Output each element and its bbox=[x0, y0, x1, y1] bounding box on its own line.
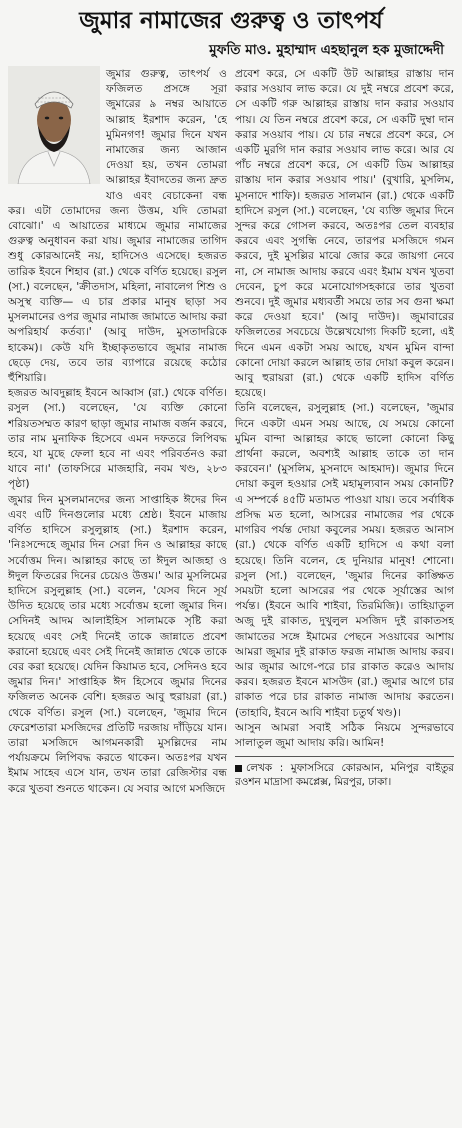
square-bullet-icon bbox=[235, 765, 242, 772]
column-left bbox=[8, 66, 227, 1074]
author-note-text: লেখক : মুফাসসিরে কোরআন, মনিপুর বাইতুর রওশন মাদ্রাসা কমপ্লেক্স, মিরপুর, ঢাকা। bbox=[235, 762, 454, 789]
paragraph-intro: জুমার গুরুত্ব, তাৎপর্য ও ফজিলত প্রসঙ্গে সূরা জুমারের ৯ নম্বর আয়াতে আল্লাহ ইরশাদ করেন, 'হে মুমিনগণ! জুমার দিনে যখন নামাজের জন্য আজান দেওয়া হয়, তখন তোমরা আল্লাহর ইবাদতের জন্য দ্রুত যাও এবং বেচাকেনা বন্ধ কর। এটা তোমাদের জন্য উত্তম, যদি তোমরা বোঝো।' এ আয়াতের মাধ্যমে জুমার নামাজের গুরুত্ব অনুধাবন করা যায়। জুমার নামাজের তাগিদ শুধু কোরআনেই নয়, হাদিসেও এসেছে। হজরত তারিক ইবনে শিহাব (রা.) থেকে বর্ণিত হয়েছে। রসুল (সা.) বলেছেন, 'ক্রীতদাস, মহিলা, নাবালেগ শিশু ও অসুস্থ ব্যক্তি— এ চার প্রকার মানুষ ছাড়া সব মুসলমানের ওপর জুমার নামাজ জামাতে আদায় করা অপরিহার্য কর্তব্য।' (আবু দাউদ, মুসতাদরিকে হাকেম)। কেউ যদি ইচ্ছাকৃতভাবে জুমার নামাজ ছেড়ে দেয়, তবে তার ব্যাপারে রয়েছে কঠোর হুঁশিয়ারি। bbox=[8, 67, 227, 385]
author-photo bbox=[8, 66, 100, 184]
paragraph-reward: প্রবেশ করে, সে একটি উট আল্লাহর রাস্তায় দান করার সওয়াব লাভ করে। যে দুই নম্বরে প্রবেশ করে, সে একটি গরু আল্লাহর রাস্তায় দান করার সওয়াব পায়। যে তিন নম্বরে প্রবেশ করে, সে একটি দুম্বা দান করার সওয়াব পায়। যে চার নম্বরে প্রবেশ করে, সে একটি মুরগি দান করার সওয়াব লাভ করে। আর যে পাঁচ নম্বরে প্রবেশ করে, সে একটি ডিম আল্লাহর রাস্তায় দান করার সওয়াব পায়।' (বুখারি, মুসলিম, মুসনাদে শাফি)। হজরত সালমান (রা.) থেকে একটি হাদিসে রসুল (সা.) বলেছেন, 'যে ব্যক্তি জুমার দিনে সুন্দর করে গোসল করবে, অতঃপর তেল ব্যবহার করবে এবং সুগন্ধি নেবে, তারপর মসজিদে গমন করবে, দুই মুসল্লির মাঝে জোর করে জায়গা নেবে না, সে নামাজ আদায় করবে এবং ইমাম যখন খুতবা দেবেন, চুপ করে মনোযোগসহকারে তার খুতবা শুনবে। দুই জুমার মধ্যবর্তী সময়ে তার সব গুনা ক্ষমা করে দেওয়া হবে।' (আবু দাউদ)। জুমাবারের ফজিলতের সবচেয়ে উল্লেখযোগ্য দিকটি হলো, এই দিনে এমন একটা সময় আছে, যখন মুমিন বান্দা কোনো দোয়া করলে আল্লাহ তার দোয়া কবুল করেন। আবু হুরায়রা (রা.) থেকে একটি হাদিস বর্ণিত হয়েছে। bbox=[235, 67, 454, 400]
author-byline: মুফতি মাও. মুহাম্মাদ এহছানুল হক মুজাদ্দেদী bbox=[209, 42, 444, 58]
column-right bbox=[235, 66, 454, 1074]
paragraph-conclusion: আসুন আমরা সবাই সঠিক নিয়মে সুন্দরভাবে সালাতুল জুমা আদায় করি। আমিন! bbox=[235, 720, 454, 749]
paragraph-hadith-abbas: হজরত আবদুল্লাহ ইবনে আব্বাস (রা.) থেকে বর্ণিত। রসুল (সা.) বলেছেন, 'যে ব্যক্তি কোনো শরিয়তসম্মত কারণ ছাড়া জুমার নামাজ বর্জন করবে, তার নাম মুনাফিক হিসেবে এমন দফতরে লিপিবদ্ধ হবে, যা মুছে ফেলা হবে না এবং পরিবর্তনও করা যাবে না।' (তাফসিরে মাজহারি, নবম খণ্ড, ২৮৩ পৃষ্ঠা) bbox=[8, 386, 227, 491]
paragraph-dua-time: তিনি বলেছেন, রসুলুল্লাহ (সা.) বলেছেন, 'জুমার দিনে একটা এমন সময় আছে, যে সময়ে কোনো মুমিন বান্দা আল্লাহর কাছে ভালো কোনো কিছু প্রার্থনা করলে, অবশ্যই আল্লাহ তাকে তা দান করবেন।' (মুসলিম, মুসনাদে আহমাদ)। জুমার দিনে দোয়া কবুল হওয়ার সেই মহামূল্যবান সময় কোনটি? এ সম্পর্কে ৪৫টি মতামত পাওয়া যায়। তবে সর্বাধিক প্রসিদ্ধ মত হলো, আসরের নামাজের পর থেকে মাগরিব পর্যন্ত দোয়া কবুলের সময়। হজরত আনাস (রা.) থেকে বর্ণিত একটি হাদিসে এ কথা বলা হয়েছে। তিনি বলেন, হে দুনিয়ার মানুষ! শোনো। রসুল (সা.) বলেছেন, 'জুমার দিনের কাঙ্ক্ষিত সময়টা হলো আসরের পর থেকে সূর্যাস্তের আগ পর্যন্ত। (ইবনে আবি শাইবা, তিরমিজি)। তাহিয়াতুল অজু দুই রাকাত, দুখুলুল মসজিদ দুই রাকাতসহ জামাতের সঙ্গে ইমামের পেছনে সওয়াবের আশায় আমরা জুমার দুই রাকাত ফরজ নামাজ আদায় করব। আর জুমার আগে-পরে চার রাকাত করেও আদায় করব। হজরত ইবনে মাসউদ (রা.) জুমার আগে চার রাকাত পরে চার রাকাত নামাজ আদায় করতেন। (তাহাবি, ইবনে আবি শাইবা চতুর্থ খণ্ড)। bbox=[235, 401, 454, 719]
author-note bbox=[235, 756, 454, 789]
paragraph-weekly-eid: জুমার দিন মুসলমানদের জন্য সাপ্তাহিক ঈদের দিন এবং এটি দিনগুলোর মধ্যে শ্রেষ্ঠ। ইবনে মাজায় বর্ণিত হাদিসে রসুলুল্লাহ (সা.) ইরশাদ করেন, 'নিঃসন্দেহে জুমার দিন সেরা দিন ও আল্লাহর কাছে সর্বোত্তম দিন। আল্লাহর কাছে তা ঈদুল আজহা ও ঈদুল ফিতরের দিনের চেয়েও উত্তম।' আর মুসলিমের হাদিসে রসুলুল্লাহ (সা.) বলেন, 'যেসব দিনে সূর্য উদিত হয়েছে তার মধ্যে সর্বোত্তম হলো জুমার দিন। সেদিনই আদম আলাইহিস সালামকে সৃষ্টি করা হয়েছে এবং সেই দিনেই তাকে জান্নাতে প্রবেশ করানো হয়েছে এবং সেই দিনেই জান্নাত থেকে তাকে বের করা হয়েছে। যেদিন কিয়ামত হবে, সেদিনও হবে জুমার দিন।' সাপ্তাহিক ঈদ হিসেবে জুমার দিনের ফজিলত অনেক বেশি। হজরত আবু হুরায়রা (রা.) থেকে বর্ণিত। রসুল (সা.) বলেছেন, 'জুমার দিনে ফেরেশতারা মসজিদের প্রতিটি দরজায় দাঁড়িয়ে যান। তারা মসজিদে আগমনকারী মুসল্লিদের নাম পর্যায়ক্রমে লিপিবদ্ধ করতে থাকেন। অতঃপর যখন ইমাম সাহেব এসে যান, তখন তারা রেজিস্টার বন্ধ করে খুতবা শুনতে থাকেন। যে সবার আগে মসজিদে bbox=[8, 492, 227, 795]
article-body bbox=[8, 66, 454, 1074]
article-title: জুমার নামাজের গুরুত্ব ও তাৎপর্য bbox=[79, 7, 383, 34]
